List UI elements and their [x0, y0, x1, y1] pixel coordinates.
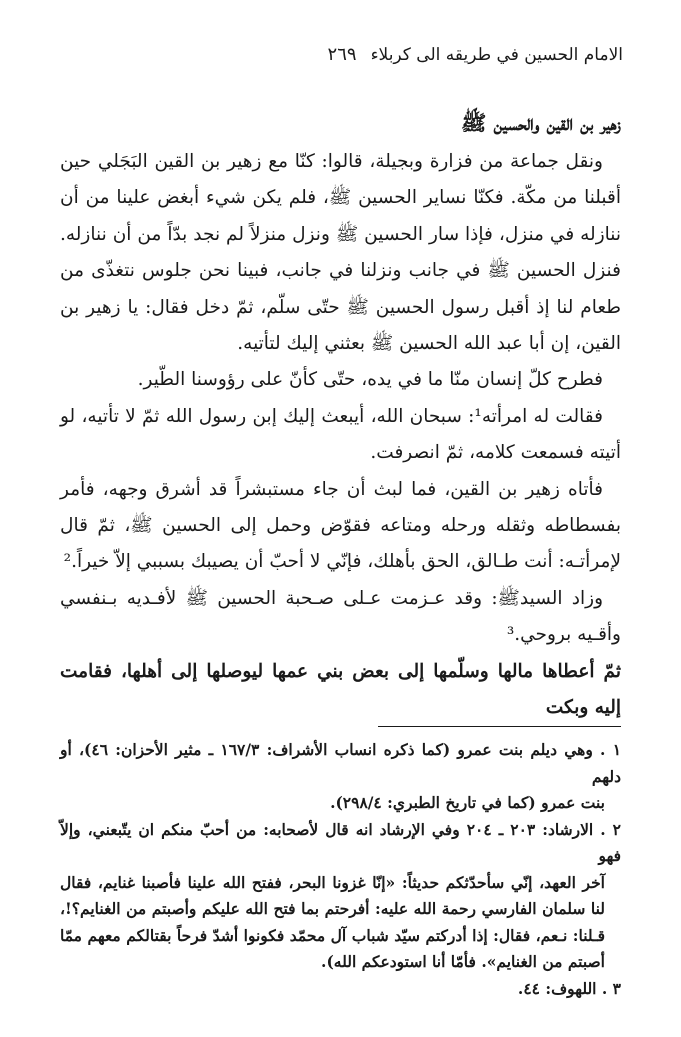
- paragraph: وزاد السيدﷺ: وقد عـزمت عـلى صـحبة الحسين ﷺ لأفـديه بـنفسي وأقـيه بروحي.³: [60, 587, 621, 646]
- footnote-continuation: آخر العهد، إنّي سأحدّثكم حديثاً: «إنّا غزونا البحر، ففتح الله علينا فأصبنا غنايم، فقال لنا سلمان الفارسي رحمة الله عليه: أفرحتم بما فتح الله عليكم وأصبتم من الغنايم؟!، قـلنا: نـعم، فقال: إذا أدركتم سيّد شباب آل محمّد فكونوا أشدّ فرحاً بقتالكم معهم ممّا أصبتم من الغنايم». فأمّا أنا استودعكم الله).: [60, 872, 605, 971]
- footnote-text: ٢ . الارشاد: ٢٠٣ ـ ٢٠٤ وفي الإرشاد انه قال لأصحابه: من أحبّ منكم ان يتّبعني، وإلاّ فهو: [60, 819, 621, 865]
- page-number: ٢٦٩: [327, 44, 357, 65]
- section-title: زهير بن القين والحسين ﷺ: [461, 110, 621, 135]
- footnotes: [60, 737, 621, 1002]
- running-header: [58, 44, 623, 74]
- paragraph: فأتاه زهير بن القين، فما لبث أن جاء مستبشراً قد أشرق وجهه، فأمر بفسطاطه وثقله ورحله ومتاعه فقوّض وحمل إلى الحسين ﷺ، ثمّ قال لإمرأتـه: أنت طـالق، الحق بأهلك، فإنّي لا أحبّ أن يصيبك بسببي إلاّ خيراً.²: [60, 478, 621, 573]
- body-text: [60, 144, 621, 727]
- footnote-text: ٣ . اللهوف: ٤٤.: [517, 978, 621, 998]
- footnote-text: ١ . وهي ديلم بنت عمرو (كما ذكره انساب الأشراف: ١٦٧/٣ ـ مثير الأحزان: ٤٦)، أو دلهم: [60, 740, 622, 786]
- paragraph: فقالت له امرأته¹: سبحان الله، أيبعث إليك إبن رسول الله ثمّ لا تأتيه، لو أتيته فسمعت كلامه، ثمّ انصرفت.: [60, 405, 621, 464]
- paragraph: ثمّ أعطاها مالها وسلّمها إلى بعض بني عمها ليوصلها إلى أهلها، فقامت إليه وبكت: [60, 660, 621, 719]
- header-title: الامام الحسين في طريقه الى كربلاء: [370, 45, 623, 65]
- paragraph: ونقل جماعة من فزارة وبجيلة، قالوا: كنّا مع زهير بن القين البَجَلي حين أقبلنا من مكّة. فكنّا نساير الحسين ﷺ، فلم يكن شيء أبغض علينا من أن ننازله في منزل، فإذا سار الحسين ﷺ ونزل منزلاً لم نجد بدّاً من أن ننازله. فنزل الحسين ﷺ في جانب ونزلنا في جانب، فبينا نحن جلوس نتغذّى من طعام لنا إذ أقبل رسول الحسين ﷺ حتّى سلّم، ثمّ دخل فقال: يا زهير بن القين، إن أبا عبد الله الحسين ﷺ بعثني إليك لتأتيه.: [60, 151, 621, 355]
- paragraph: فطرح كلّ إنسان منّا ما في يده، حتّى كأنّ على رؤوسنا الطّير.: [137, 369, 603, 391]
- footnote-1: [60, 737, 621, 817]
- footnote-2: [60, 817, 621, 976]
- footnote-divider: [378, 726, 621, 727]
- footnote-continuation: بنت عمرو (كما في تاريخ الطبري: ٢٩٨/٤).: [330, 793, 605, 812]
- footnote-3: [60, 976, 621, 1003]
